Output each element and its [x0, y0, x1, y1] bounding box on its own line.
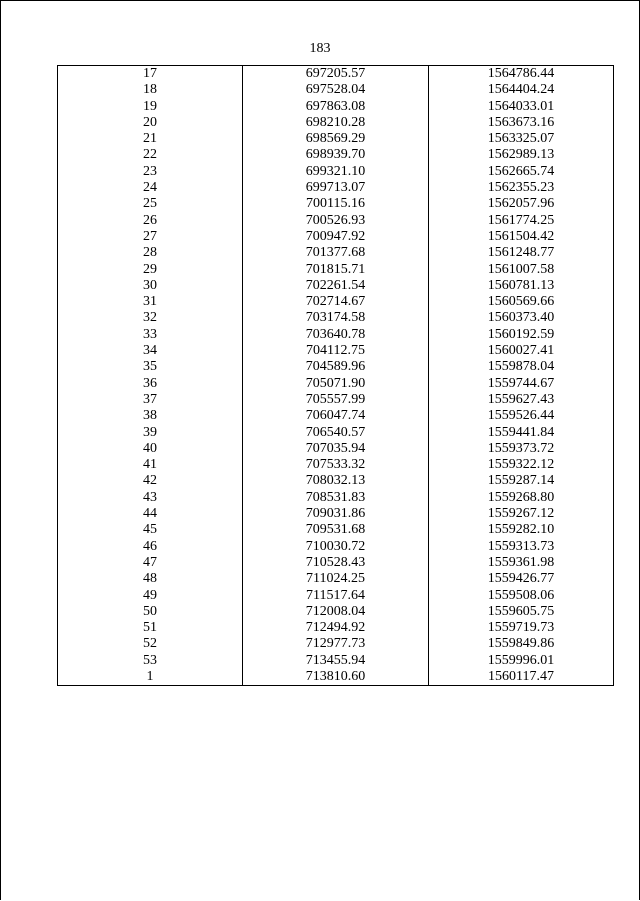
table-row	[58, 99, 614, 115]
y-coordinate-cell: 1559322.12	[429, 457, 614, 473]
point-number-cell: 23	[58, 164, 243, 180]
table-row	[58, 82, 614, 98]
point-number-cell: 48	[58, 571, 243, 587]
table-row	[58, 653, 614, 669]
table-row	[58, 669, 614, 686]
y-coordinate-cell: 1562665.74	[429, 164, 614, 180]
point-number-cell: 37	[58, 392, 243, 408]
point-number-cell: 46	[58, 539, 243, 555]
y-coordinate-cell: 1561504.42	[429, 229, 614, 245]
x-coordinate-cell: 698939.70	[243, 147, 429, 163]
table-row	[58, 555, 614, 571]
y-coordinate-cell: 1560027.41	[429, 343, 614, 359]
x-coordinate-cell: 700526.93	[243, 213, 429, 229]
x-coordinate-cell: 713455.94	[243, 653, 429, 669]
table-row	[58, 571, 614, 587]
x-coordinate-cell: 707533.32	[243, 457, 429, 473]
x-coordinate-cell: 711517.64	[243, 588, 429, 604]
table-row	[58, 131, 614, 147]
point-number-cell: 22	[58, 147, 243, 163]
point-number-cell: 35	[58, 359, 243, 375]
y-coordinate-cell: 1559627.43	[429, 392, 614, 408]
point-number-cell: 26	[58, 213, 243, 229]
x-coordinate-cell: 703640.78	[243, 327, 429, 343]
table-row	[58, 408, 614, 424]
y-coordinate-cell: 1562057.96	[429, 196, 614, 212]
point-number-cell: 25	[58, 196, 243, 212]
table-row	[58, 473, 614, 489]
x-coordinate-cell: 706047.74	[243, 408, 429, 424]
table-row	[58, 245, 614, 261]
y-coordinate-cell: 1561248.77	[429, 245, 614, 261]
y-coordinate-cell: 1560569.66	[429, 294, 614, 310]
table-row	[58, 196, 614, 212]
x-coordinate-cell: 711024.25	[243, 571, 429, 587]
point-number-cell: 32	[58, 310, 243, 326]
x-coordinate-cell: 705557.99	[243, 392, 429, 408]
y-coordinate-cell: 1559849.86	[429, 636, 614, 652]
table-row	[58, 539, 614, 555]
point-number-cell: 38	[58, 408, 243, 424]
x-coordinate-cell: 702714.67	[243, 294, 429, 310]
y-coordinate-cell: 1559361.98	[429, 555, 614, 571]
point-number-cell: 51	[58, 620, 243, 636]
point-number-cell: 24	[58, 180, 243, 196]
y-coordinate-cell: 1559313.73	[429, 539, 614, 555]
y-coordinate-cell: 1560192.59	[429, 327, 614, 343]
point-number-cell: 34	[58, 343, 243, 359]
page-number: 183	[309, 41, 331, 56]
table-row	[58, 359, 614, 375]
y-coordinate-cell: 1564786.44	[429, 66, 614, 83]
y-coordinate-cell: 1559526.44	[429, 408, 614, 424]
y-coordinate-cell: 1560781.13	[429, 278, 614, 294]
point-number-cell: 39	[58, 425, 243, 441]
point-number-cell: 41	[58, 457, 243, 473]
point-number-cell: 27	[58, 229, 243, 245]
table-row	[58, 392, 614, 408]
y-coordinate-cell: 1559373.72	[429, 441, 614, 457]
x-coordinate-cell: 703174.58	[243, 310, 429, 326]
point-number-cell: 42	[58, 473, 243, 489]
x-coordinate-cell: 710030.72	[243, 539, 429, 555]
x-coordinate-cell: 709531.68	[243, 522, 429, 538]
point-number-cell: 52	[58, 636, 243, 652]
table-row	[58, 310, 614, 326]
point-number-cell: 30	[58, 278, 243, 294]
y-coordinate-cell: 1561774.25	[429, 213, 614, 229]
y-coordinate-cell: 1559605.75	[429, 604, 614, 620]
table-row	[58, 213, 614, 229]
point-number-cell: 33	[58, 327, 243, 343]
x-coordinate-cell: 697528.04	[243, 82, 429, 98]
table-row	[58, 278, 614, 294]
y-coordinate-cell: 1559287.14	[429, 473, 614, 489]
table-row	[58, 262, 614, 278]
y-coordinate-cell: 1559441.84	[429, 425, 614, 441]
x-coordinate-cell: 705071.90	[243, 376, 429, 392]
table-row	[58, 229, 614, 245]
point-number-cell: 28	[58, 245, 243, 261]
table-row	[58, 147, 614, 163]
y-coordinate-cell: 1564404.24	[429, 82, 614, 98]
y-coordinate-cell: 1562355.23	[429, 180, 614, 196]
coordinates-table-body	[58, 66, 614, 686]
x-coordinate-cell: 699713.07	[243, 180, 429, 196]
x-coordinate-cell: 708531.83	[243, 490, 429, 506]
point-number-cell: 47	[58, 555, 243, 571]
table-row	[58, 115, 614, 131]
y-coordinate-cell: 1559878.04	[429, 359, 614, 375]
point-number-cell: 45	[58, 522, 243, 538]
x-coordinate-cell: 701377.68	[243, 245, 429, 261]
x-coordinate-cell: 697863.08	[243, 99, 429, 115]
y-coordinate-cell: 1559719.73	[429, 620, 614, 636]
table-row	[58, 522, 614, 538]
x-coordinate-cell: 704589.96	[243, 359, 429, 375]
x-coordinate-cell: 707035.94	[243, 441, 429, 457]
y-coordinate-cell: 1559267.12	[429, 506, 614, 522]
table-row	[58, 620, 614, 636]
table-row	[58, 490, 614, 506]
y-coordinate-cell: 1559744.67	[429, 376, 614, 392]
point-number-cell: 19	[58, 99, 243, 115]
y-coordinate-cell: 1559282.10	[429, 522, 614, 538]
point-number-cell: 31	[58, 294, 243, 310]
point-number-cell: 50	[58, 604, 243, 620]
point-number-cell: 17	[58, 66, 243, 83]
x-coordinate-cell: 710528.43	[243, 555, 429, 571]
x-coordinate-cell: 702261.54	[243, 278, 429, 294]
x-coordinate-cell: 701815.71	[243, 262, 429, 278]
y-coordinate-cell: 1559508.06	[429, 588, 614, 604]
y-coordinate-cell: 1560117.47	[429, 669, 614, 686]
point-number-cell: 20	[58, 115, 243, 131]
point-number-cell: 18	[58, 82, 243, 98]
table-row	[58, 425, 614, 441]
x-coordinate-cell: 704112.75	[243, 343, 429, 359]
point-number-cell: 1	[58, 669, 243, 686]
table-row	[58, 180, 614, 196]
y-coordinate-cell: 1562989.13	[429, 147, 614, 163]
x-coordinate-cell: 706540.57	[243, 425, 429, 441]
x-coordinate-cell: 713810.60	[243, 669, 429, 686]
table-row	[58, 294, 614, 310]
y-coordinate-cell: 1563673.16	[429, 115, 614, 131]
point-number-cell: 43	[58, 490, 243, 506]
x-coordinate-cell: 712977.73	[243, 636, 429, 652]
y-coordinate-cell: 1559996.01	[429, 653, 614, 669]
x-coordinate-cell: 708032.13	[243, 473, 429, 489]
y-coordinate-cell: 1560373.40	[429, 310, 614, 326]
x-coordinate-cell: 709031.86	[243, 506, 429, 522]
table-row	[58, 457, 614, 473]
x-coordinate-cell: 700947.92	[243, 229, 429, 245]
point-number-cell: 53	[58, 653, 243, 669]
table-row	[58, 327, 614, 343]
point-number-cell: 36	[58, 376, 243, 392]
x-coordinate-cell: 712494.92	[243, 620, 429, 636]
point-number-cell: 21	[58, 131, 243, 147]
table-row	[58, 376, 614, 392]
table-row	[58, 636, 614, 652]
y-coordinate-cell: 1564033.01	[429, 99, 614, 115]
y-coordinate-cell: 1559426.77	[429, 571, 614, 587]
table-row	[58, 343, 614, 359]
x-coordinate-cell: 698569.29	[243, 131, 429, 147]
x-coordinate-cell: 698210.28	[243, 115, 429, 131]
point-number-cell: 44	[58, 506, 243, 522]
table-row	[58, 66, 614, 83]
table-row	[58, 506, 614, 522]
y-coordinate-cell: 1559268.80	[429, 490, 614, 506]
table-row	[58, 604, 614, 620]
table-row	[58, 164, 614, 180]
point-number-cell: 29	[58, 262, 243, 278]
x-coordinate-cell: 699321.10	[243, 164, 429, 180]
point-number-cell: 40	[58, 441, 243, 457]
coordinates-table	[57, 65, 614, 686]
point-number-cell: 49	[58, 588, 243, 604]
x-coordinate-cell: 697205.57	[243, 66, 429, 83]
x-coordinate-cell: 700115.16	[243, 196, 429, 212]
y-coordinate-cell: 1561007.58	[429, 262, 614, 278]
x-coordinate-cell: 712008.04	[243, 604, 429, 620]
table-row	[58, 588, 614, 604]
y-coordinate-cell: 1563325.07	[429, 131, 614, 147]
table-row	[58, 441, 614, 457]
